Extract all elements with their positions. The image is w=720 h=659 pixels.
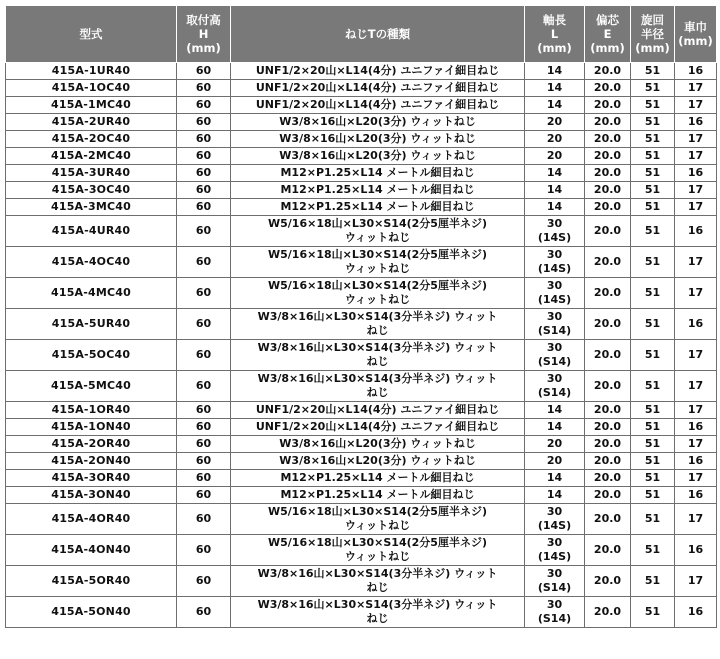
cell-length: 30 (14S) [525, 247, 585, 278]
cell-eccentric: 20.0 [585, 566, 631, 597]
table-row [6, 453, 717, 470]
cell-thread: M12×P1.25×L14 メートル細目ねじ [231, 199, 525, 216]
cell-thread: W3/8×16山×L20(3分) ウィットねじ [231, 131, 525, 148]
cell-height: 60 [177, 131, 231, 148]
cell-eccentric: 20.0 [585, 182, 631, 199]
table-row [6, 278, 717, 309]
cell-length: 30 (S14) [525, 597, 585, 628]
cell-width: 16 [675, 453, 717, 470]
cell-model: 415A-5UR40 [6, 309, 177, 340]
cell-eccentric: 20.0 [585, 114, 631, 131]
cell-eccentric: 20.0 [585, 504, 631, 535]
cell-length: 30 (S14) [525, 371, 585, 402]
cell-height: 60 [177, 165, 231, 182]
table-row [6, 487, 717, 504]
cell-radius: 51 [631, 309, 675, 340]
cell-model: 415A-4OC40 [6, 247, 177, 278]
cell-thread: W3/8×16山×L30×S14(3分半ネジ) ウィット ねじ [231, 371, 525, 402]
cell-model: 415A-3OR40 [6, 470, 177, 487]
cell-radius: 51 [631, 436, 675, 453]
cell-thread: W3/8×16山×L30×S14(3分半ネジ) ウィット ねじ [231, 597, 525, 628]
cell-model: 415A-1OR40 [6, 402, 177, 419]
header-length: 軸長 L (mm) [525, 6, 585, 63]
cell-height: 60 [177, 97, 231, 114]
cell-width: 17 [675, 199, 717, 216]
cell-height: 60 [177, 436, 231, 453]
cell-width: 16 [675, 419, 717, 436]
cell-length: 20 [525, 114, 585, 131]
cell-model: 415A-4OR40 [6, 504, 177, 535]
cell-height: 60 [177, 199, 231, 216]
cell-width: 16 [675, 114, 717, 131]
cell-width: 16 [675, 535, 717, 566]
cell-radius: 51 [631, 216, 675, 247]
table-row [6, 371, 717, 402]
cell-width: 16 [675, 216, 717, 247]
cell-radius: 51 [631, 566, 675, 597]
cell-model: 415A-3UR40 [6, 165, 177, 182]
cell-length: 14 [525, 97, 585, 114]
table-row [6, 97, 717, 114]
cell-height: 60 [177, 535, 231, 566]
cell-model: 415A-4ON40 [6, 535, 177, 566]
cell-radius: 51 [631, 165, 675, 182]
cell-model: 415A-2OC40 [6, 131, 177, 148]
table-row [6, 402, 717, 419]
cell-thread: M12×P1.25×L14 メートル細目ねじ [231, 487, 525, 504]
cell-eccentric: 20.0 [585, 402, 631, 419]
cell-radius: 51 [631, 402, 675, 419]
cell-radius: 51 [631, 80, 675, 97]
cell-length: 14 [525, 182, 585, 199]
table-body [6, 63, 717, 628]
cell-height: 60 [177, 566, 231, 597]
cell-width: 17 [675, 340, 717, 371]
cell-thread: UNF1/2×20山×L14(4分) ユニファイ細目ねじ [231, 80, 525, 97]
cell-height: 60 [177, 247, 231, 278]
cell-length: 20 [525, 131, 585, 148]
cell-height: 60 [177, 216, 231, 247]
cell-height: 60 [177, 402, 231, 419]
cell-radius: 51 [631, 487, 675, 504]
cell-length: 14 [525, 165, 585, 182]
cell-model: 415A-5MC40 [6, 371, 177, 402]
cell-thread: UNF1/2×20山×L14(4分) ユニファイ細目ねじ [231, 419, 525, 436]
cell-length: 30 (14S) [525, 504, 585, 535]
cell-eccentric: 20.0 [585, 199, 631, 216]
cell-length: 30 (14S) [525, 535, 585, 566]
cell-length: 14 [525, 199, 585, 216]
table-row [6, 199, 717, 216]
cell-model: 415A-2UR40 [6, 114, 177, 131]
cell-model: 415A-2MC40 [6, 148, 177, 165]
cell-length: 30 (S14) [525, 340, 585, 371]
cell-height: 60 [177, 80, 231, 97]
cell-width: 17 [675, 278, 717, 309]
cell-model: 415A-2OR40 [6, 436, 177, 453]
cell-thread: UNF1/2×20山×L14(4分) ユニファイ細目ねじ [231, 402, 525, 419]
cell-length: 14 [525, 419, 585, 436]
cell-length: 14 [525, 63, 585, 80]
cell-radius: 51 [631, 131, 675, 148]
cell-length: 14 [525, 487, 585, 504]
cell-thread: W3/8×16山×L20(3分) ウィットねじ [231, 148, 525, 165]
cell-thread: W5/16×18山×L30×S14(2分5厘半ネジ) ウィットねじ [231, 535, 525, 566]
cell-eccentric: 20.0 [585, 419, 631, 436]
cell-height: 60 [177, 419, 231, 436]
cell-width: 17 [675, 436, 717, 453]
table-row [6, 340, 717, 371]
cell-model: 415A-4MC40 [6, 278, 177, 309]
cell-eccentric: 20.0 [585, 597, 631, 628]
table-row [6, 597, 717, 628]
header-row [6, 6, 717, 63]
cell-radius: 51 [631, 470, 675, 487]
cell-eccentric: 20.0 [585, 340, 631, 371]
cell-length: 30 (S14) [525, 309, 585, 340]
cell-eccentric: 20.0 [585, 278, 631, 309]
cell-thread: W5/16×18山×L30×S14(2分5厘半ネジ) ウィットねじ [231, 247, 525, 278]
cell-width: 16 [675, 165, 717, 182]
cell-height: 60 [177, 487, 231, 504]
cell-width: 17 [675, 148, 717, 165]
cell-model: 415A-1MC40 [6, 97, 177, 114]
cell-height: 60 [177, 63, 231, 80]
cell-length: 20 [525, 436, 585, 453]
table-row [6, 80, 717, 97]
cell-width: 17 [675, 131, 717, 148]
cell-thread: W3/8×16山×L20(3分) ウィットねじ [231, 436, 525, 453]
cell-thread: W3/8×16山×L20(3分) ウィットねじ [231, 114, 525, 131]
cell-height: 60 [177, 504, 231, 535]
table-row [6, 182, 717, 199]
cell-eccentric: 20.0 [585, 63, 631, 80]
table-row [6, 309, 717, 340]
table-row [6, 566, 717, 597]
cell-model: 415A-2ON40 [6, 453, 177, 470]
cell-width: 16 [675, 309, 717, 340]
header-eccentric: 偏芯 E (mm) [585, 6, 631, 63]
cell-eccentric: 20.0 [585, 247, 631, 278]
cell-height: 60 [177, 278, 231, 309]
cell-width: 17 [675, 402, 717, 419]
cell-height: 60 [177, 114, 231, 131]
cell-thread: W5/16×18山×L30×S14(2分5厘半ネジ) ウィットねじ [231, 504, 525, 535]
cell-eccentric: 20.0 [585, 487, 631, 504]
cell-width: 17 [675, 97, 717, 114]
cell-height: 60 [177, 470, 231, 487]
cell-model: 415A-4UR40 [6, 216, 177, 247]
cell-length: 20 [525, 453, 585, 470]
cell-radius: 51 [631, 504, 675, 535]
cell-radius: 51 [631, 535, 675, 566]
cell-width: 17 [675, 504, 717, 535]
cell-radius: 51 [631, 182, 675, 199]
header-height: 取付高 H (mm) [177, 6, 231, 63]
cell-length: 30 (14S) [525, 216, 585, 247]
cell-thread: W5/16×18山×L30×S14(2分5厘半ネジ) ウィットねじ [231, 278, 525, 309]
cell-radius: 51 [631, 340, 675, 371]
cell-length: 30 (14S) [525, 278, 585, 309]
cell-thread: M12×P1.25×L14 メートル細目ねじ [231, 182, 525, 199]
cell-length: 14 [525, 470, 585, 487]
cell-eccentric: 20.0 [585, 131, 631, 148]
table-row [6, 63, 717, 80]
cell-radius: 51 [631, 597, 675, 628]
cell-length: 14 [525, 402, 585, 419]
cell-thread: W3/8×16山×L20(3分) ウィットねじ [231, 453, 525, 470]
cell-width: 17 [675, 566, 717, 597]
cell-thread: W3/8×16山×L30×S14(3分半ネジ) ウィット ねじ [231, 309, 525, 340]
cell-height: 60 [177, 182, 231, 199]
table-row [6, 148, 717, 165]
cell-eccentric: 20.0 [585, 453, 631, 470]
cell-eccentric: 20.0 [585, 148, 631, 165]
header-radius: 旋回 半径 (mm) [631, 6, 675, 63]
cell-width: 17 [675, 371, 717, 402]
table-row [6, 436, 717, 453]
cell-model: 415A-5OR40 [6, 566, 177, 597]
cell-eccentric: 20.0 [585, 309, 631, 340]
cell-height: 60 [177, 309, 231, 340]
header-model: 型式 [6, 6, 177, 63]
cell-height: 60 [177, 340, 231, 371]
cell-radius: 51 [631, 114, 675, 131]
cell-thread: W3/8×16山×L30×S14(3分半ネジ) ウィット ねじ [231, 566, 525, 597]
cell-width: 16 [675, 63, 717, 80]
cell-length: 20 [525, 148, 585, 165]
cell-width: 17 [675, 182, 717, 199]
cell-model: 415A-3OC40 [6, 182, 177, 199]
cell-height: 60 [177, 597, 231, 628]
cell-thread: W5/16×18山×L30×S14(2分5厘半ネジ) ウィットねじ [231, 216, 525, 247]
table-row [6, 504, 717, 535]
cell-height: 60 [177, 453, 231, 470]
cell-model: 415A-1UR40 [6, 63, 177, 80]
table-row [6, 131, 717, 148]
cell-height: 60 [177, 148, 231, 165]
table-header [6, 6, 717, 63]
cell-width: 16 [675, 597, 717, 628]
cell-width: 16 [675, 487, 717, 504]
cell-radius: 51 [631, 63, 675, 80]
cell-thread: M12×P1.25×L14 メートル細目ねじ [231, 470, 525, 487]
cell-radius: 51 [631, 453, 675, 470]
cell-model: 415A-1ON40 [6, 419, 177, 436]
cell-thread: UNF1/2×20山×L14(4分) ユニファイ細目ねじ [231, 97, 525, 114]
cell-eccentric: 20.0 [585, 535, 631, 566]
header-thread: ねじTの種類 [231, 6, 525, 63]
cell-eccentric: 20.0 [585, 470, 631, 487]
cell-model: 415A-3MC40 [6, 199, 177, 216]
cell-radius: 51 [631, 278, 675, 309]
cell-model: 415A-1OC40 [6, 80, 177, 97]
cell-model: 415A-5ON40 [6, 597, 177, 628]
table-row [6, 419, 717, 436]
table-row [6, 216, 717, 247]
cell-length: 30 (S14) [525, 566, 585, 597]
cell-thread: W3/8×16山×L30×S14(3分半ネジ) ウィット ねじ [231, 340, 525, 371]
cell-thread: M12×P1.25×L14 メートル細目ねじ [231, 165, 525, 182]
cell-eccentric: 20.0 [585, 80, 631, 97]
cell-radius: 51 [631, 199, 675, 216]
cell-eccentric: 20.0 [585, 165, 631, 182]
cell-model: 415A-5OC40 [6, 340, 177, 371]
cell-height: 60 [177, 371, 231, 402]
cell-eccentric: 20.0 [585, 371, 631, 402]
table-row [6, 247, 717, 278]
cell-width: 17 [675, 80, 717, 97]
table-row [6, 114, 717, 131]
cell-radius: 51 [631, 97, 675, 114]
cell-eccentric: 20.0 [585, 436, 631, 453]
table-row [6, 165, 717, 182]
cell-length: 14 [525, 80, 585, 97]
cell-eccentric: 20.0 [585, 97, 631, 114]
spec-table [5, 5, 717, 628]
header-width: 車巾 (mm) [675, 6, 717, 63]
cell-width: 17 [675, 470, 717, 487]
cell-thread: UNF1/2×20山×L14(4分) ユニファイ細目ねじ [231, 63, 525, 80]
table-row [6, 470, 717, 487]
cell-width: 17 [675, 247, 717, 278]
cell-radius: 51 [631, 247, 675, 278]
table-row [6, 535, 717, 566]
cell-radius: 51 [631, 419, 675, 436]
cell-eccentric: 20.0 [585, 216, 631, 247]
cell-radius: 51 [631, 371, 675, 402]
cell-model: 415A-3ON40 [6, 487, 177, 504]
cell-radius: 51 [631, 148, 675, 165]
